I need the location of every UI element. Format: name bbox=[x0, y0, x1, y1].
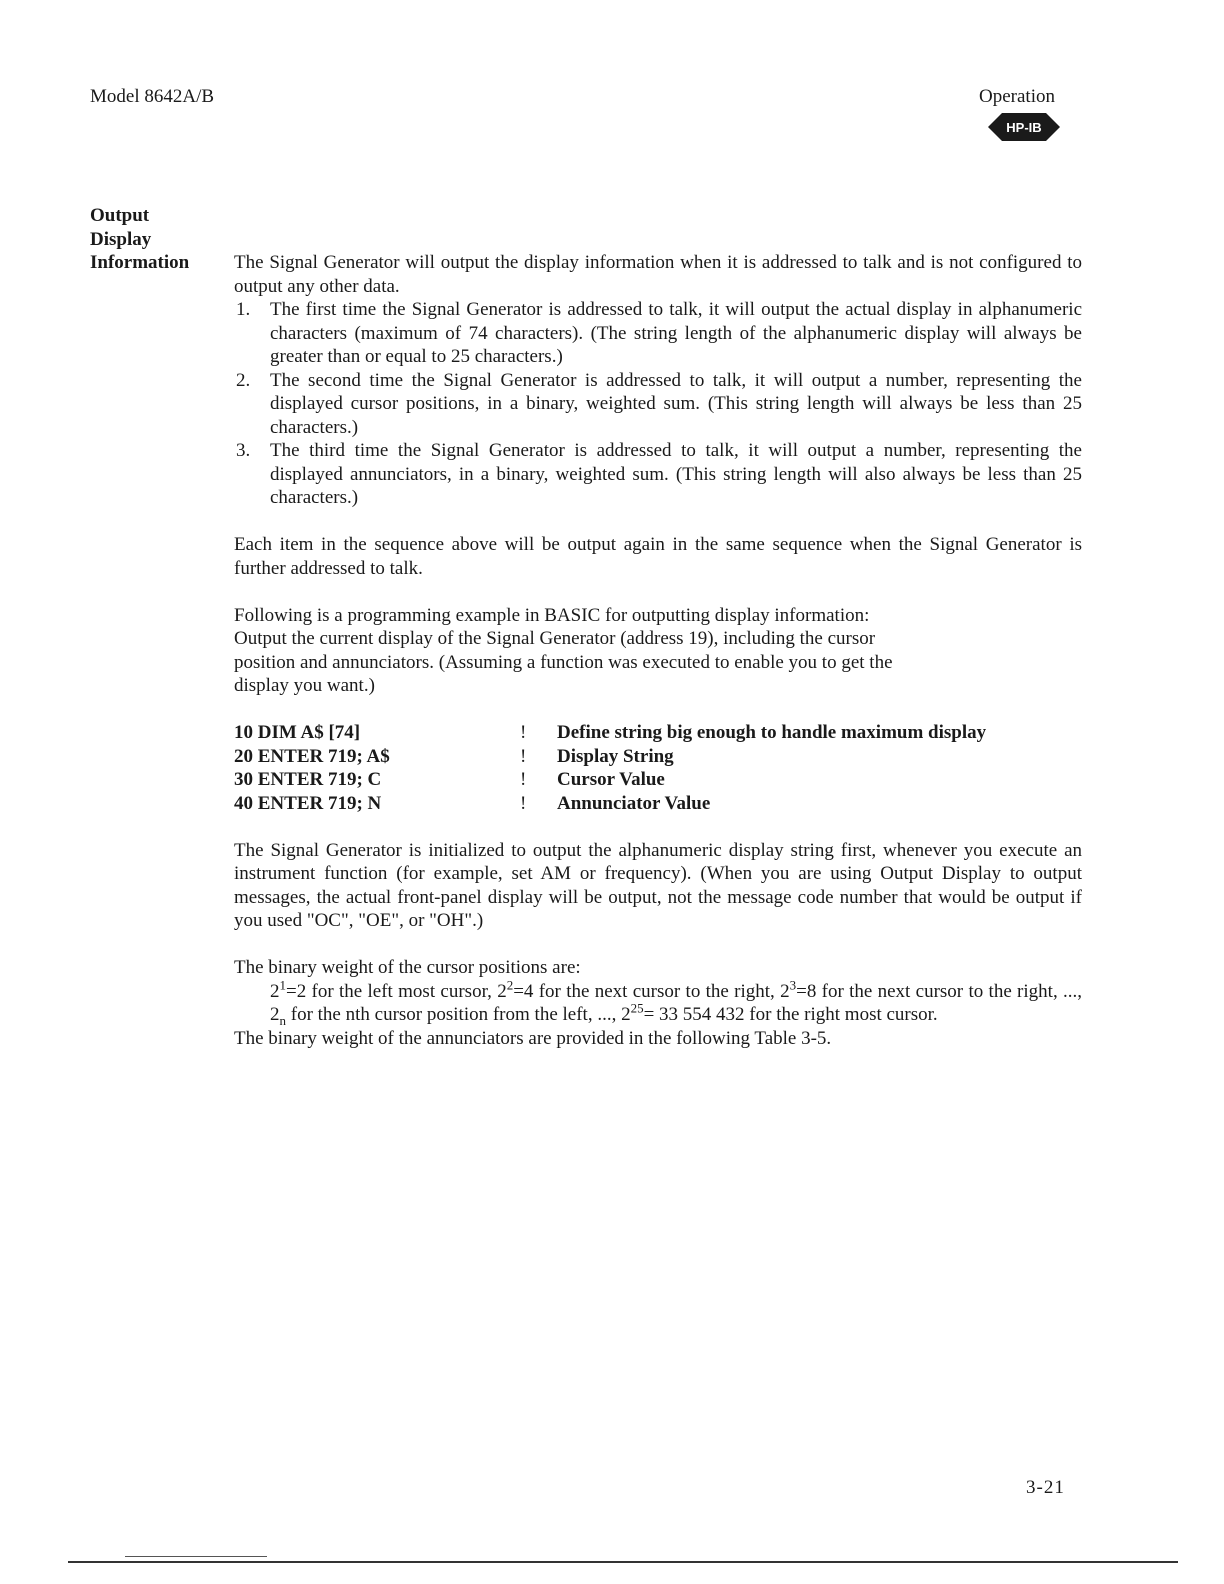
example-line: position and annunciators. (Assuming a function was executed to enable you to get the bbox=[234, 651, 893, 673]
list-item bbox=[234, 298, 1082, 369]
code-row bbox=[234, 792, 1082, 816]
list-number: 2. bbox=[236, 369, 251, 391]
cursor-weights bbox=[234, 977, 1083, 1028]
hp-ib-badge-text: HP-IB bbox=[1006, 120, 1042, 135]
code-command: 10 DIM A$ [74] bbox=[234, 722, 361, 743]
code-bang: ! bbox=[520, 792, 527, 814]
example-intro bbox=[234, 604, 1082, 698]
section-heading-line: Display bbox=[90, 228, 152, 250]
weight-text: =4 for the next cursor to the right, 2 bbox=[513, 980, 790, 1002]
weight-text: for the nth cursor position from the left, ..., 2 bbox=[286, 1004, 631, 1025]
main-body bbox=[234, 251, 1082, 1050]
list-text: The third time the Signal Generator is addressed to talk, it will output a number, representing the displayed annunciators, in a binary, weighted sum. (This string length will also always be less than 25 characters.) bbox=[270, 440, 1082, 508]
weight-text: =8 for the next cursor to the right, ..., 2 bbox=[270, 980, 1083, 1025]
weight-text: =2 for the left most cursor, 2 bbox=[286, 980, 507, 1002]
example-line: display you want.) bbox=[234, 675, 375, 696]
code-row bbox=[234, 768, 1082, 792]
code-listing bbox=[234, 721, 1082, 815]
intro-paragraph: The Signal Generator will output the display information when it is addressed to talk and is not configured to output any other data. bbox=[234, 252, 1082, 297]
list-text: The first time the Signal Generator is addressed to talk, it will output the actual display in alphanumeric characters (maximum of 74 characters). (The string length of the alphanumeric display will always be greater than or equal to 25 characters.) bbox=[270, 299, 1082, 367]
weight-superscript: 1 bbox=[279, 977, 286, 993]
sequence-note: Each item in the sequence above will be output again in the same sequence when the Signal Generator is further addressed to talk. bbox=[234, 534, 1082, 579]
section-heading-line: Information bbox=[90, 252, 190, 273]
init-note: The Signal Generator is initialized to output the alphanumeric display string first, whenever you execute an instrument function (for example, set AM or frequency). (When you are using Output Display to output messages, the actual front-panel display will be output, not the message code number that would be output if you used "OC", "OE", or "OH".) bbox=[234, 839, 1082, 931]
code-bang: ! bbox=[520, 722, 527, 743]
hp-ib-badge bbox=[988, 112, 1060, 142]
weights-outro: The binary weight of the annunciators are provided in the following Table 3-5. bbox=[234, 1027, 832, 1049]
code-row bbox=[234, 745, 1082, 769]
section-label: Operation bbox=[979, 86, 1055, 107]
weights-intro: The binary weight of the cursor positions are: bbox=[234, 957, 581, 978]
section-heading-line: Output bbox=[90, 205, 150, 226]
list-item bbox=[234, 369, 1082, 440]
example-line: Following is a programming example in BASIC for outputting display information: bbox=[234, 604, 870, 626]
code-command: 20 ENTER 719; A$ bbox=[234, 745, 390, 767]
list-number: 1. bbox=[236, 299, 251, 320]
weight-text: 2 bbox=[270, 980, 280, 1002]
code-command: 40 ENTER 719; N bbox=[234, 792, 382, 814]
code-comment: Define string big enough to handle maximum display bbox=[557, 722, 987, 743]
code-comment: Display String bbox=[557, 745, 674, 767]
list-number: 3. bbox=[236, 440, 251, 461]
code-bang: ! bbox=[520, 745, 527, 767]
footer-rule bbox=[68, 1561, 1178, 1563]
list-text: The second time the Signal Generator is addressed to talk, it will output a number, representing the displayed cursor positions, in a binary, weighted sum. (This string length will always be less than 25 characters.) bbox=[270, 369, 1082, 438]
code-comment: Annunciator Value bbox=[557, 792, 711, 814]
talk-sequence-list bbox=[234, 298, 1082, 510]
code-command: 30 ENTER 719; C bbox=[234, 769, 382, 790]
section-heading bbox=[90, 204, 189, 275]
code-bang: ! bbox=[520, 769, 527, 790]
weight-subscript: n bbox=[279, 1012, 286, 1028]
page-number: 3-21 bbox=[1026, 1477, 1065, 1498]
model-label: Model 8642A/B bbox=[90, 86, 215, 107]
example-line: Output the current display of the Signal Generator (address 19), including the cursor bbox=[234, 628, 876, 649]
weight-superscript: 3 bbox=[789, 977, 797, 993]
weight-superscript: 25 bbox=[630, 1000, 644, 1016]
code-comment: Cursor Value bbox=[557, 769, 665, 790]
hp-ib-badge-icon bbox=[988, 112, 1060, 142]
weight-superscript: 2 bbox=[506, 977, 514, 993]
weight-text: = 33 554 432 for the right most cursor. bbox=[643, 1004, 938, 1025]
list-item bbox=[234, 439, 1082, 510]
footer-short-rule bbox=[125, 1556, 267, 1557]
code-row bbox=[234, 721, 1082, 745]
